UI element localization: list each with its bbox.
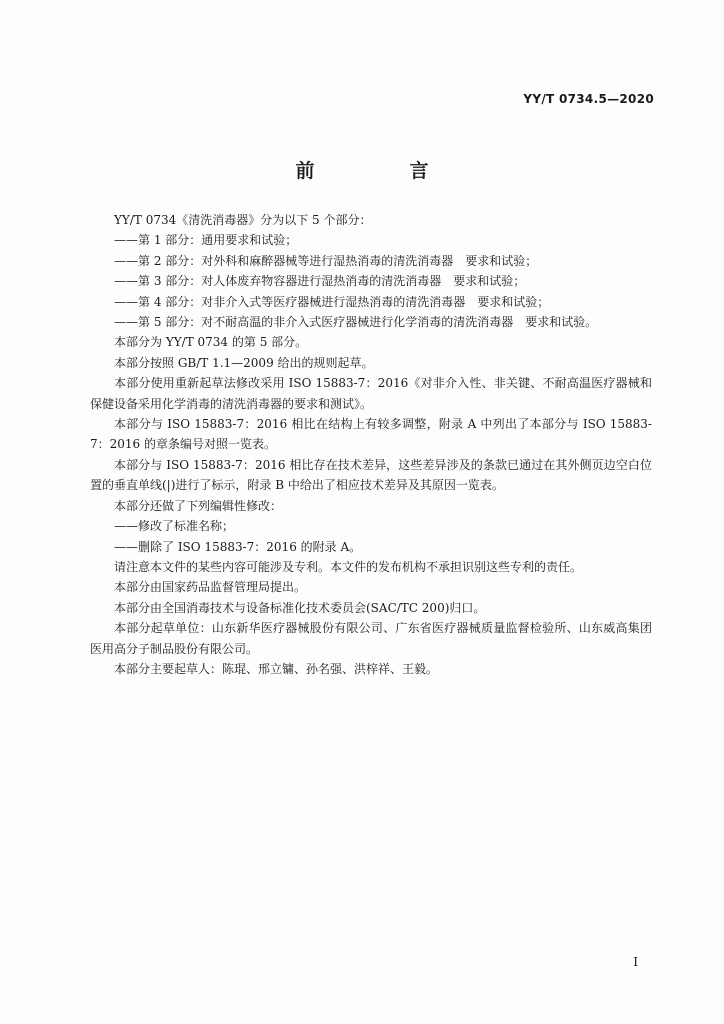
document-body: [90, 210, 652, 679]
paragraph-under-jurisdiction: 本部分由全国消毒技术与设备标准化技术委员会(SAC/TC 200)归口。: [114, 600, 486, 615]
paragraph-part-statement: 本部分为 YY/T 0734 的第 5 部分。: [114, 335, 308, 350]
paragraph-patent-notice: 请注意本文件的某些内容可能涉及专利。本文件的发布机构不承担识别这些专利的责任。: [114, 559, 583, 574]
list-item-part-5: ——第 5 部分：对不耐高温的非介入式医疗器械进行化学消毒的清洗消毒器 要求和试验。: [114, 315, 598, 330]
paragraph-drafters: 本部分主要起草人：陈琨、邢立镛、孙名强、洪梓祥、王毅。: [114, 661, 439, 676]
list-item-part-1: ——第 1 部分：通用要求和试验；: [114, 233, 298, 248]
paragraph-proposed-by: 本部分由国家药品监督管理局提出。: [114, 580, 307, 595]
page-number: I: [633, 955, 638, 969]
paragraph-drafting-units: 本部分起草单位：山东新华医疗器械股份有限公司、广东省医疗器械质量监督检验所、山东威高集团医用高分子制品股份有限公司。: [90, 621, 652, 656]
paragraph-intro: YY/T 0734《清洗消毒器》分为以下 5 个部分：: [114, 213, 372, 227]
standard-code: YY/T 0734.5—2020: [523, 92, 654, 106]
paragraph-technical-differences: 本部分与 ISO 15883-7：2016 相比存在技术差异，这些差异涉及的条款已通过在其外侧页边空白位置的垂直单线(|)进行了标示，附录 B 中给出了相应技术差异及其原因一览表。: [90, 457, 652, 493]
paragraph-structure-changes: 本部分与 ISO 15883-7：2016 相比在结构上有较多调整，附录 A 中列出了本部分与 ISO 15883-7：2016 的章条编号对照一览表。: [90, 417, 652, 452]
paragraph-adoption: 本部分使用重新起草法修改采用 ISO 15883-7：2016《对非介入性、非关键、不耐高温医疗器械和保健设备采用化学消毒的清洗消毒器的要求和测试》。: [90, 376, 652, 411]
list-item-part-2: ——第 2 部分：对外科和麻醉器械等进行湿热消毒的清洗消毒器 要求和试验；: [114, 253, 538, 268]
list-item-edit-1: ——修改了标准名称；: [114, 519, 235, 534]
paragraph-editorial-changes: 本部分还做了下列编辑性修改：: [114, 498, 283, 513]
paragraph-drafting-rules: 本部分按照 GB/T 1.1—2009 给出的规则起草。: [114, 355, 374, 370]
page-title: 前 言: [295, 160, 467, 182]
list-item-part-3: ——第 3 部分：对人体废弃物容器进行湿热消毒的清洗消毒器 要求和试验；: [114, 274, 526, 289]
list-item-part-4: ——第 4 部分：对非介入式等医疗器械进行湿热消毒的清洗消毒器 要求和试验；: [114, 294, 550, 309]
list-item-edit-2: ——删除了 ISO 15883-7：2016 的附录 A。: [114, 539, 362, 554]
